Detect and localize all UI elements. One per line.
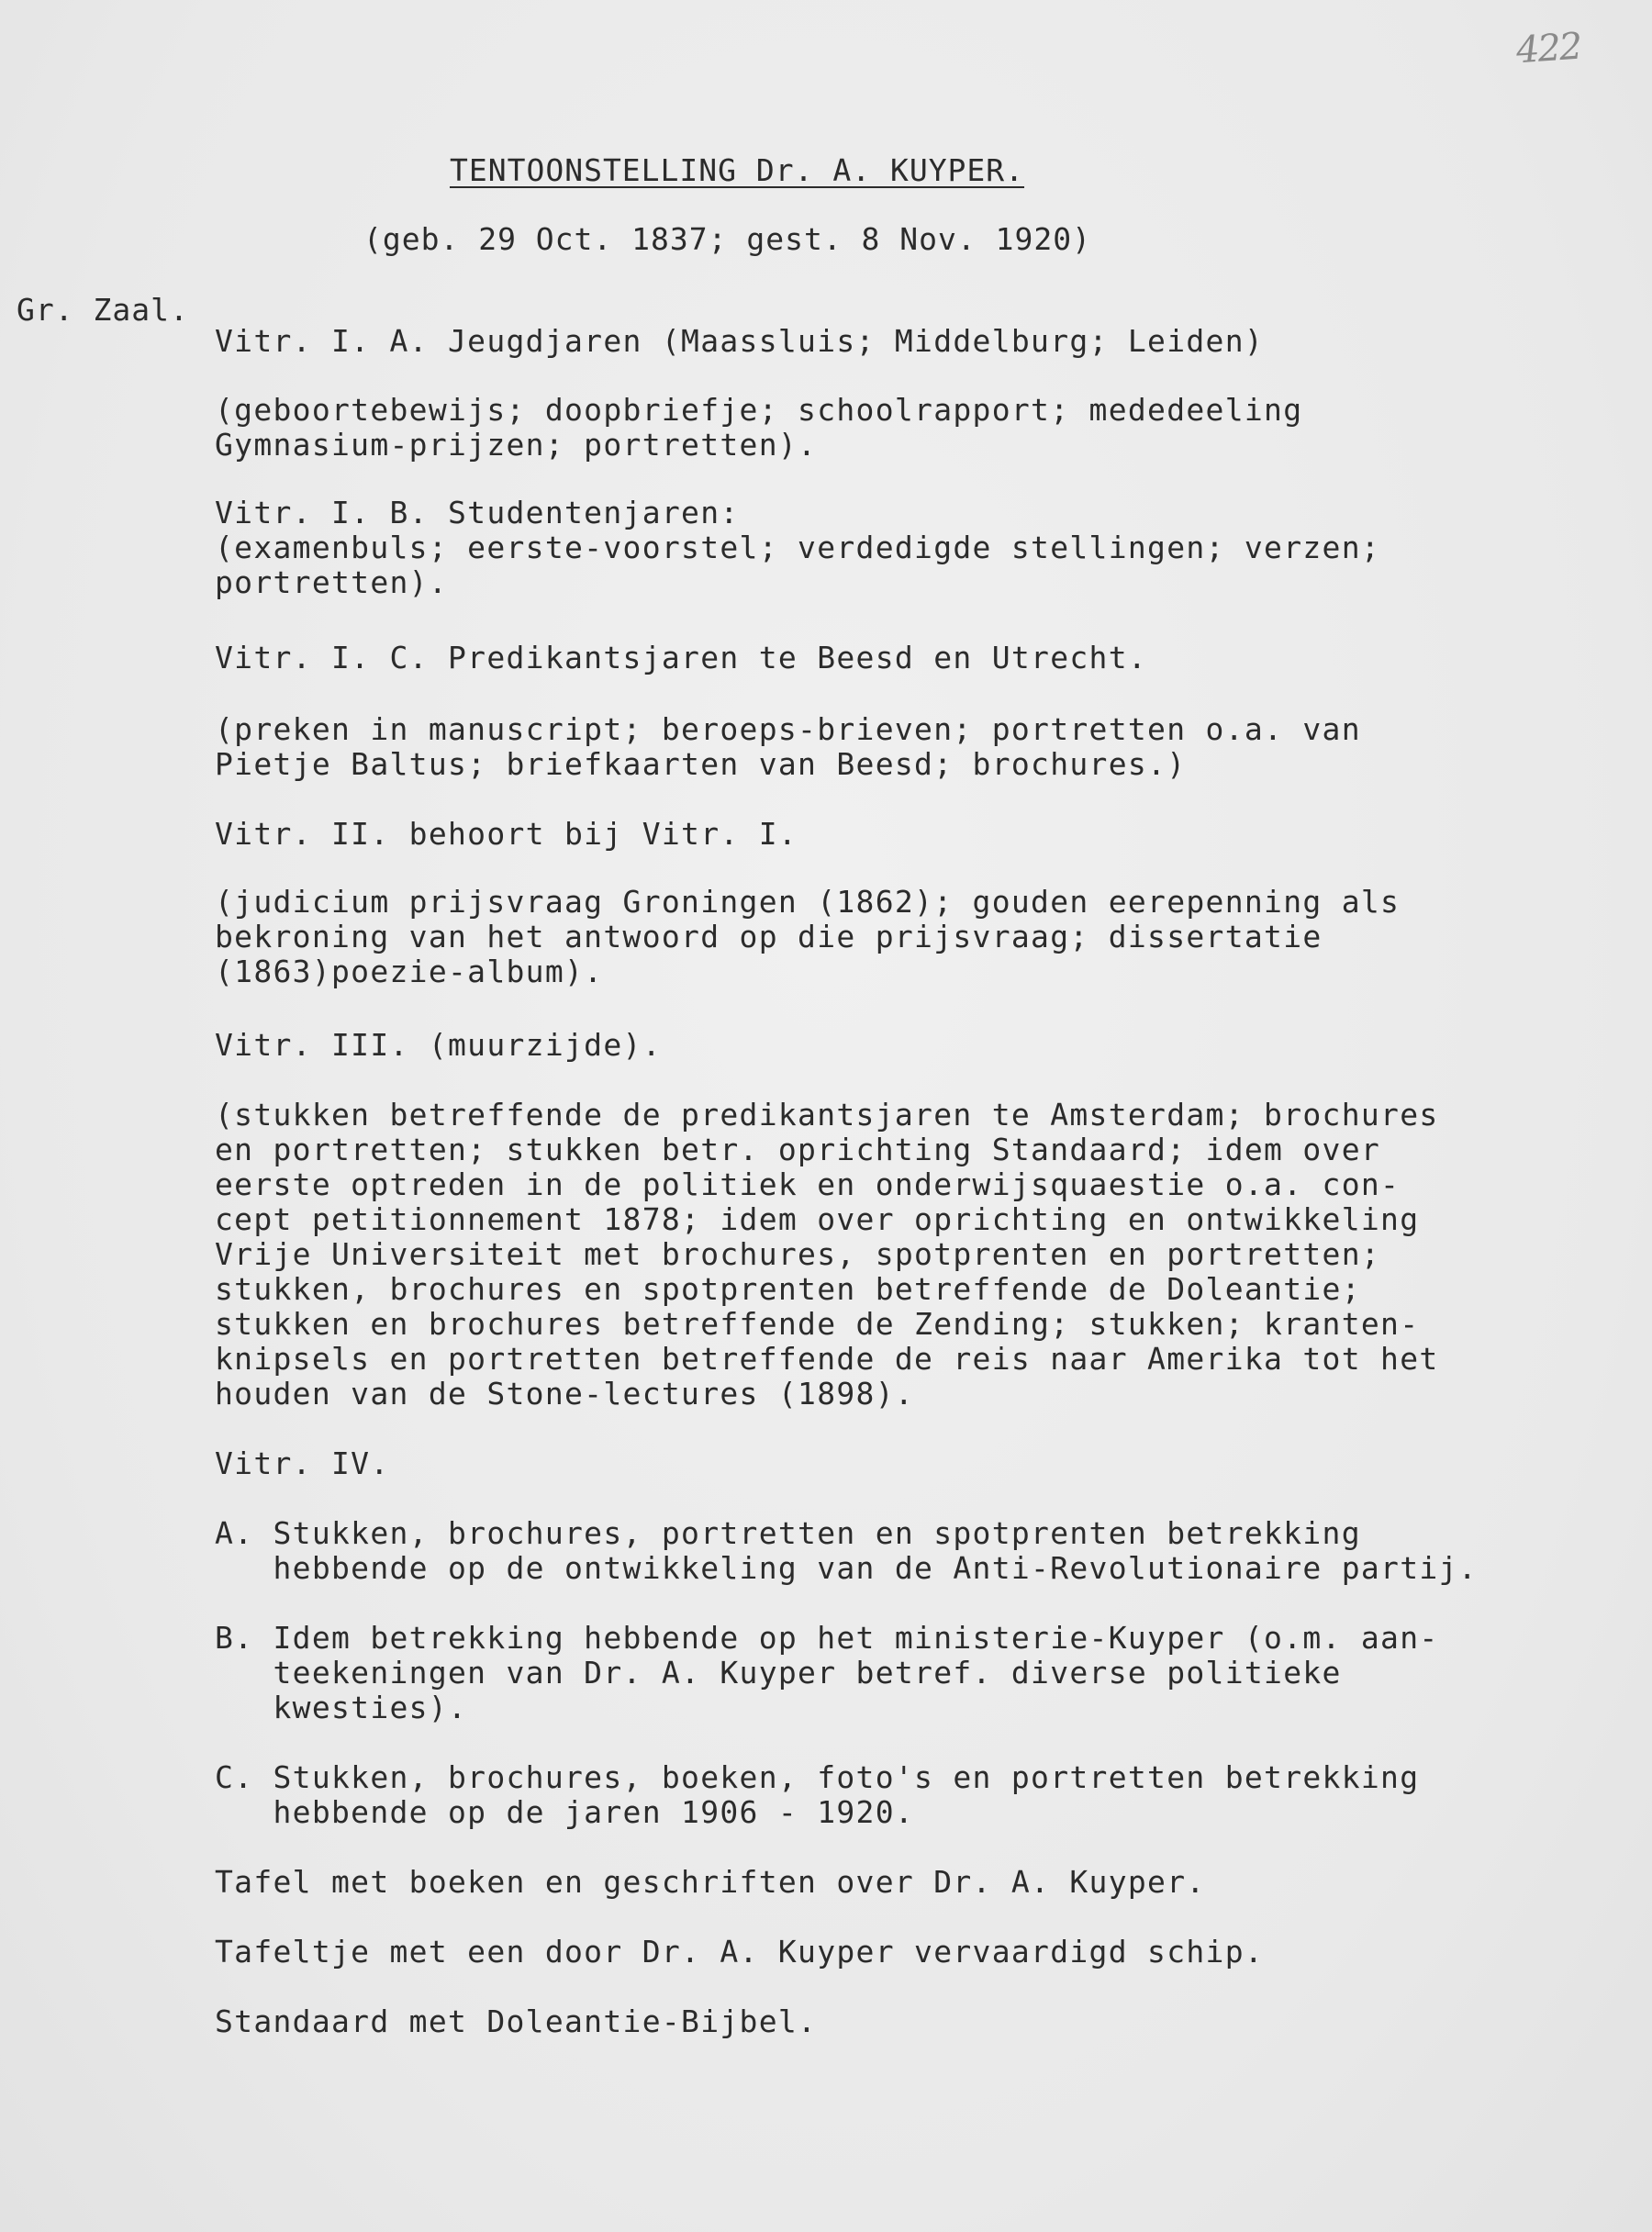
- page-number: 422: [1514, 25, 1582, 73]
- entry-line: hebbende op de ontwikkeling van de Anti-Revolutionaire partij.: [215, 1550, 1478, 1586]
- entry-line: B. Idem betrekking hebbende op het ministerie-Kuyper (o.m. aan-: [215, 1620, 1439, 1656]
- entry-block: [215, 641, 1147, 675]
- entry-line: hebbende op de jaren 1906 - 1920.: [215, 1794, 915, 1830]
- document-title: TENTOONSTELLING Dr. A. KUYPER.: [450, 152, 1025, 188]
- entry-line: A. Stukken, brochures, portretten en spotprenten betrekking: [215, 1515, 1361, 1551]
- entry-line: Vitr. II. behoort bij Vitr. I.: [215, 816, 798, 852]
- entry-block: [215, 1446, 390, 1481]
- entry-line: knipsels en portretten betreffende de reis naar Amerika tot het: [215, 1341, 1439, 1377]
- entry-block: [215, 885, 1400, 989]
- entry-line: Vitr. III. (muurzijde).: [215, 1027, 662, 1063]
- entry-line: (preken in manuscript; beroeps-brieven; portretten o.a. van: [215, 711, 1361, 747]
- entry-line: kwesties).: [215, 1690, 468, 1725]
- entry-block: [215, 712, 1361, 782]
- document-subtitle: (geb. 29 Oct. 1837; gest. 8 Nov. 1920): [363, 221, 1091, 257]
- entry-block: [215, 1098, 1439, 1412]
- entry-line: Vitr. IV.: [215, 1445, 390, 1481]
- entry-line: eerste optreden in de politiek en onderwijsquaestie o.a. con-: [215, 1166, 1401, 1202]
- entry-line: Vitr. I. A. Jeugdjaren (Maassluis; Middelburg; Leiden): [215, 323, 1265, 359]
- entry-line: (stukken betreffende de predikantsjaren te Amsterdam; brochures: [215, 1097, 1439, 1133]
- entry-block: [215, 817, 798, 852]
- entry-line: stukken en brochures betreffende de Zending; stukken; kranten-: [215, 1306, 1420, 1342]
- room-label: Gr. Zaal.: [17, 292, 189, 328]
- entry-line: Gymnasium-prijzen; portretten).: [215, 427, 818, 463]
- entry-line: (examenbuls; eerste-voorstel; verdedigde stellingen; verzen;: [215, 530, 1381, 565]
- entry-line: cept petitionnement 1878; idem over oprichting en ontwikkeling: [215, 1201, 1420, 1237]
- entry-line: houden van de Stone-lectures (1898).: [215, 1376, 915, 1412]
- entry-line: stukken, brochures en spotprenten betreffende de Doleantie;: [215, 1271, 1361, 1307]
- entry-block: [215, 1621, 1439, 1725]
- entry-line: Vitr. I. B. Studentenjaren:: [215, 495, 740, 530]
- entry-line: Tafel met boeken en geschriften over Dr. A. Kuyper.: [215, 1864, 1206, 1900]
- entry-block: [215, 393, 1302, 463]
- entry-block: [215, 1935, 1264, 1970]
- entry-block: [215, 2004, 817, 2039]
- entry-line: bekroning van het antwoord op die prijsvraag; dissertatie: [215, 919, 1323, 954]
- entry-line: Vrije Universiteit met brochures, spotprenten en portretten;: [215, 1236, 1381, 1272]
- entry-block: [215, 324, 1264, 359]
- entry-line: (1863)poezie-album).: [215, 954, 604, 989]
- entry-line: (judicium prijsvraag Groningen (1862); gouden eerepenning als: [215, 884, 1401, 920]
- entry-block: [215, 1760, 1419, 1830]
- entry-line: Pietje Baltus; briefkaarten van Beesd; brochures.): [215, 746, 1187, 782]
- entry-line: C. Stukken, brochures, boeken, foto's en portretten betrekking: [215, 1759, 1420, 1795]
- entry-line: Vitr. I. C. Predikantsjaren te Beesd en Utrecht.: [215, 640, 1148, 675]
- entry-block: [215, 1028, 662, 1063]
- entry-line: Tafeltje met een door Dr. A. Kuyper vervaardigd schip.: [215, 1934, 1265, 1970]
- entry-line: (geboortebewijs; doopbriefje; schoolrapport; mededeeling: [215, 392, 1303, 428]
- entry-block: [215, 1516, 1478, 1586]
- entry-line: portretten).: [215, 564, 449, 600]
- entry-line: teekeningen van Dr. A. Kuyper betref. diverse politieke: [215, 1655, 1342, 1691]
- entry-block: [215, 1865, 1206, 1900]
- entry-line: Standaard met Doleantie-Bijbel.: [215, 2003, 818, 2039]
- entry-block: [215, 496, 1380, 600]
- entry-line: en portretten; stukken betr. oprichting Standaard; idem over: [215, 1132, 1381, 1167]
